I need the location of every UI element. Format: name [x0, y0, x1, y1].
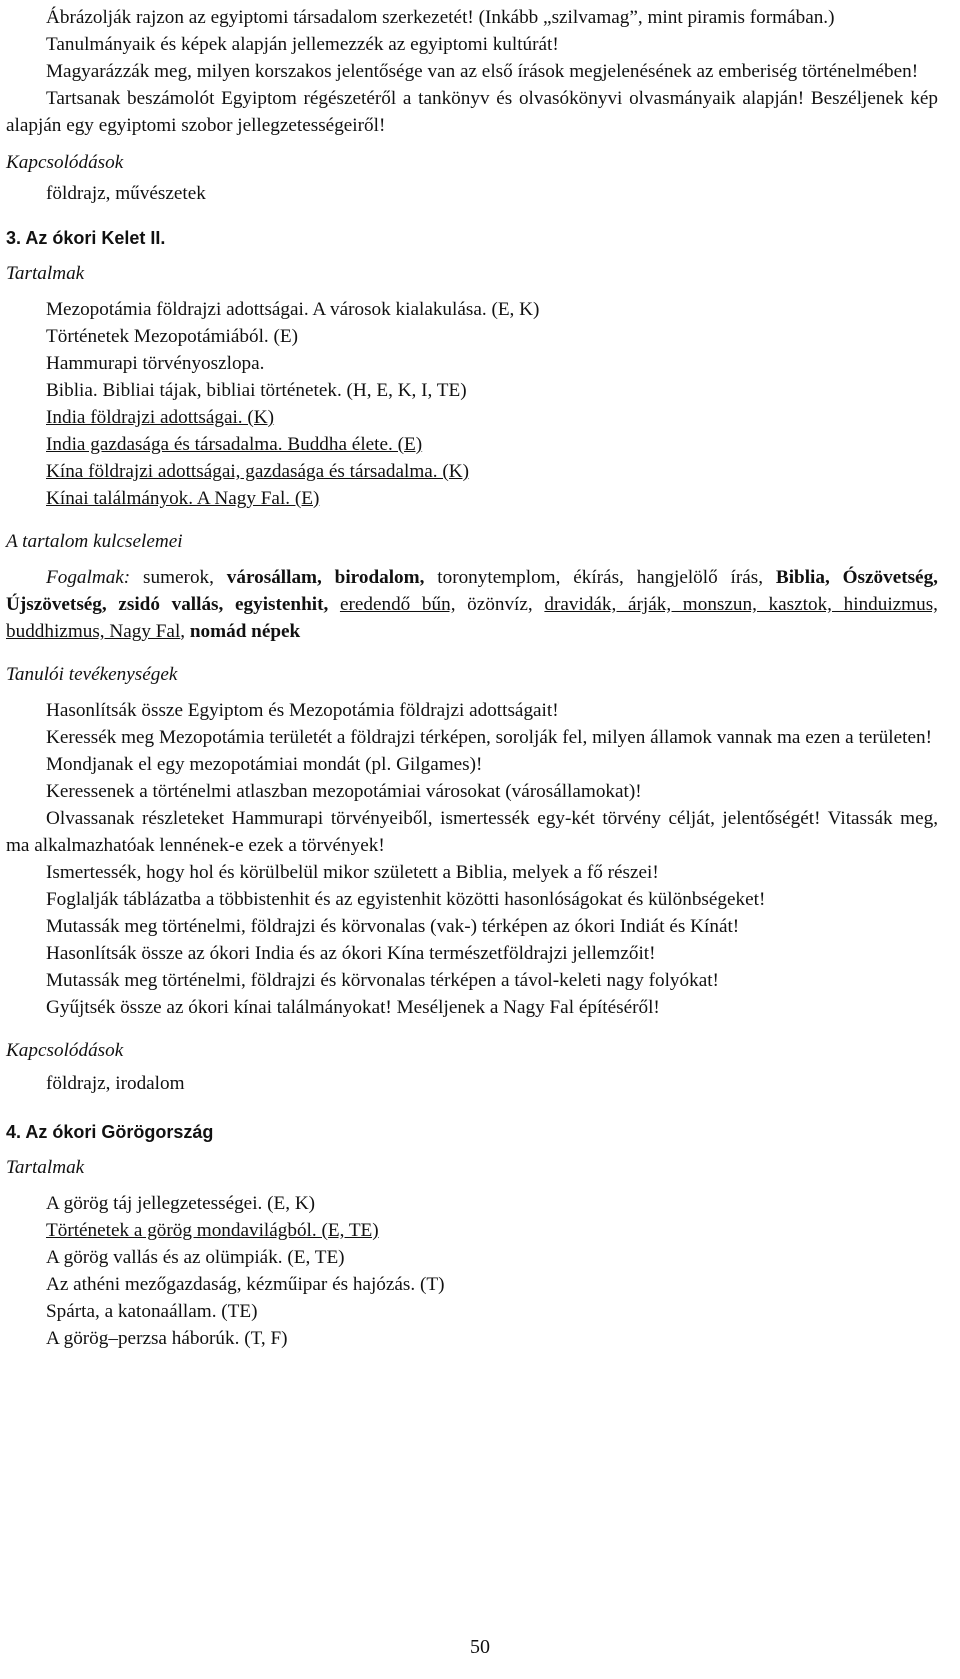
contents-item-underlined: Kína földrajzi adottságai, gazdasága és társadalma. (K) — [46, 461, 470, 482]
contents-item: Mezopotámia földrajzi adottságai. A városok kialakulása. (E, K) — [46, 299, 540, 320]
contents-heading: Tartalmak — [6, 1157, 85, 1178]
intro-paragraph: Tanulmányaik és képek alapján jellemezzék az egyiptomi kultúrát! — [46, 34, 559, 55]
activity-item: Keressék meg Mezopotámia területét a földrajzi térképen, sorolják fel, milyen államok vannak ma ezen a területen! — [46, 727, 932, 748]
connections-heading: Kapcsolódások — [6, 1040, 124, 1061]
activity-item: Gyűjtsék össze az ókori kínai találmányokat! Meséljenek a Nagy Fal építéséről! — [46, 997, 660, 1018]
key-underlined: dravidák, árják, monszun, kasztok, hinduizmus, buddhizmus, Nagy Fal — [6, 594, 938, 642]
key-elements-heading: A tartalom kulcselemei — [6, 531, 183, 552]
key-text: , — [180, 621, 190, 642]
activity-item: Mutassák meg történelmi, földrajzi és körvonalas térképen a távol-keleti nagy folyókat! — [46, 970, 719, 991]
contents-item: A görög táj jellegzetességei. (E, K) — [46, 1193, 316, 1214]
section-title: 3. Az ókori Kelet II. — [6, 228, 166, 248]
contents-item: Spárta, a katonaállam. (TE) — [46, 1301, 258, 1322]
activity-item: Mondjanak el egy mezopotámiai mondát (pl. Gilgames)! — [46, 754, 483, 775]
activity-item: Hasonlítsák össze Egyiptom és Mezopotámia földrajzi adottságait! — [46, 700, 559, 721]
contents-heading: Tartalmak — [6, 263, 85, 284]
contents-item-underlined: Történetek a görög mondavilágból. (E, TE) — [46, 1220, 379, 1241]
contents-list — [6, 1190, 938, 1352]
activity-item: Keressenek a történelmi atlaszban mezopotámiai városokat (városállamokat)! — [46, 781, 642, 802]
key-underlined: eredendő bűn, — [339, 594, 456, 615]
activities-heading: Tanulói tevékenységek — [6, 664, 178, 685]
key-text — [328, 594, 340, 615]
key-concepts-label: Fogalmak: — [46, 567, 131, 588]
activity-item: Olvassanak részleteket Hammurapi törvényeiből, ismertessék egy-két törvény célját, jelentőségét! Vitassák meg, ma alkalmazhatóak lennének-e ezek a törvények! — [6, 808, 938, 856]
key-bold: városállam, birodalom, — [226, 567, 425, 588]
page-number: 50 — [470, 1636, 490, 1658]
document-page — [6, 4, 938, 1352]
intro-paragraph: Magyarázzák meg, milyen korszakos jelentősége van az első írások megjelenésének az emberiség történelmében! — [46, 61, 919, 82]
contents-item: Hammurapi törvényoszlopa. — [46, 353, 265, 374]
key-bold: Biblia, Ószövetség, Újszövetség, zsidó vallás, egyistenhit, — [6, 567, 938, 615]
contents-item: Történetek Mezopotámiából. (E) — [46, 326, 299, 347]
contents-list — [6, 296, 938, 512]
activity-item: Foglalják táblázatba a többistenhit és az egyistenhit közötti hasonlóságokat és különbségeket! — [46, 889, 766, 910]
section-title: 4. Az ókori Görögország — [6, 1122, 214, 1142]
intro-paragraph: Tartsanak beszámolót Egyiptom régészetéről a tankönyv és olvasókönyvi olvasmányaik alapján! Beszéljenek kép alapján egy egyiptomi szobor jellegzetességeiről! — [6, 88, 938, 136]
activity-item: Ismertessék, hogy hol és körülbelül mikor született a Biblia, melyek a fő részei! — [46, 862, 659, 883]
contents-item: Biblia. Bibliai tájak, bibliai történetek. (H, E, K, I, TE) — [46, 380, 467, 401]
contents-item-underlined: India földrajzi adottságai. (K) — [46, 407, 275, 428]
key-text: sumerok, — [130, 567, 227, 588]
activity-item: Mutassák meg történelmi, földrajzi és körvonalas (vak-) térképen az ókori Indiát és Kínát! — [46, 916, 740, 937]
key-bold: nomád népek — [189, 621, 301, 642]
contents-item: A görög–perzsa háborúk. (T, F) — [46, 1328, 288, 1349]
key-text: özönvíz, — [455, 594, 545, 615]
intro-paragraph: Ábrázolják rajzon az egyiptomi társadalom szerkezetét! (Inkább „szilvamag”, mint piramis formában.) — [46, 7, 835, 28]
key-concepts-paragraph — [6, 564, 938, 645]
activity-item: Hasonlítsák össze az ókori India és az ókori Kína természetföldrajzi jellemzőit! — [46, 943, 656, 964]
activities-list — [6, 697, 938, 1021]
connections-text: földrajz, irodalom — [46, 1073, 185, 1094]
contents-item: Az athéni mezőgazdaság, kézműipar és hajózás. (T) — [46, 1274, 445, 1295]
connections-heading: Kapcsolódások — [6, 152, 124, 173]
contents-item-underlined: India gazdasága és társadalma. Buddha élete. (E) — [46, 434, 423, 455]
connections-text: földrajz, művészetek — [46, 183, 206, 204]
key-text: toronytemplom, ékírás, hangjelölő írás, — [424, 567, 776, 588]
contents-item: A görög vallás és az olümpiák. (E, TE) — [46, 1247, 345, 1268]
contents-item-underlined: Kínai találmányok. A Nagy Fal. (E) — [46, 488, 320, 509]
